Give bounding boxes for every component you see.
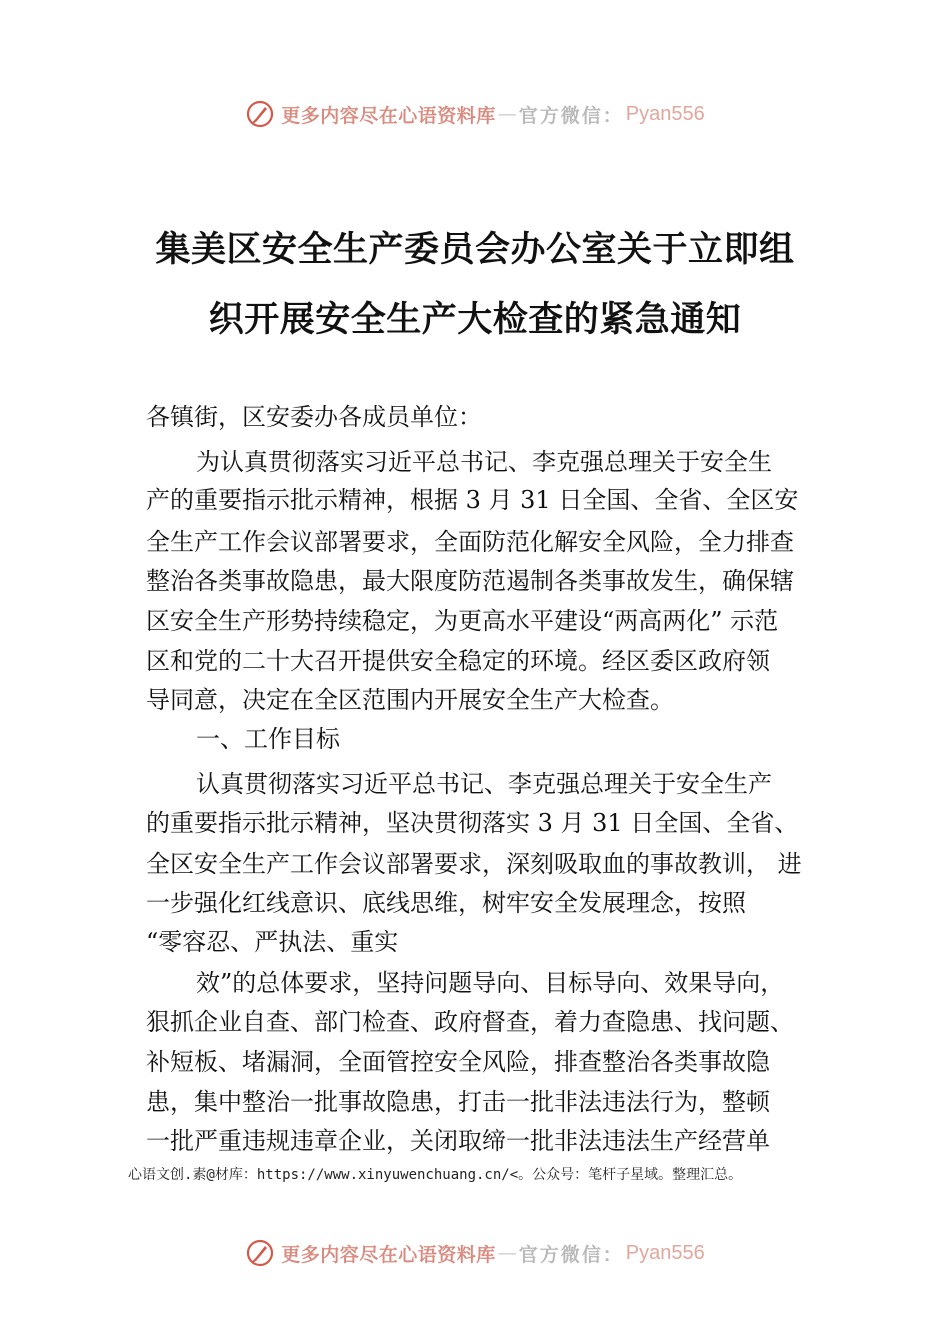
banner-library-text: 更多内容尽在心语资料库 (281, 1243, 496, 1266)
body-line: 的重要指示批示精神，坚决贯彻落实 3 月 31 日全国、全省、 (146, 809, 799, 837)
body-line: 各镇街，区安委办各成员单位： (146, 403, 482, 431)
body-line: 补短板、堵漏洞，全面管控安全风险，排查整治各类事故隐 (146, 1048, 770, 1076)
quill-logo-icon (245, 99, 275, 129)
body-line: 导同意，决定在全区范围内开展安全生产大检查。 (146, 686, 674, 714)
body-line: 全生产工作会议部署要求，全面防范化解安全风险，全力排查 (146, 528, 794, 556)
section-heading: 一、工作目标 (196, 725, 340, 753)
footer-source-note: 心语文创.素@材库：https://www.xinyuwenchuang.cn/<。公众号：笔杆子星域。整理汇总。 (128, 1167, 743, 1183)
quill-logo-icon (245, 1238, 275, 1268)
banner-wechat-label: 官方微信： (518, 104, 624, 127)
banner-separator: — (497, 103, 517, 125)
body-line: 整治各类事故隐患，最大限度防范遏制各类事故发生，确保辖 (146, 567, 794, 595)
top-watermark-banner (0, 94, 950, 134)
banner-wechat-id: Pyan556 (625, 102, 705, 125)
body-line: 患，集中整治一批事故隐患，打击一批非法违法行为，整顿 (146, 1088, 770, 1116)
document-title-line-2: 织开展安全生产大检查的紧急通知 (208, 300, 742, 340)
banner-library-text: 更多内容尽在心语资料库 (281, 104, 496, 127)
banner-wechat-id: Pyan556 (625, 1241, 705, 1264)
body-line: 全区安全生产工作会议部署要求，深刻吸取血的事故教训， 进 (146, 850, 802, 878)
document-title-line-1: 集美区安全生产委员会办公室关于立即组 (155, 230, 795, 270)
body-line: 为认真贯彻落实习近平总书记、李克强总理关于安全生 (196, 448, 772, 476)
body-line: “零容忍、严执法、重实 (146, 928, 399, 956)
bottom-watermark-banner (0, 1233, 950, 1273)
body-line: 效”的总体要求，坚持问题导向、目标导向、效果导向， (196, 969, 785, 997)
body-line: 狠抓企业自查、部门检查、政府督查，着力查隐患、找问题、 (146, 1008, 794, 1036)
banner-wechat-label: 官方微信： (518, 1243, 624, 1266)
body-line: 区安全生产形势持续稳定，为更高水平建设“两高两化” 示范 (146, 607, 779, 635)
body-line: 一批严重违规违章企业，关闭取缔一批非法违法生产经营单 (146, 1127, 770, 1155)
body-line: 产的重要指示批示精神，根据 3 月 31 日全国、全省、全区安 (146, 486, 799, 514)
body-line: 认真贯彻落实习近平总书记、李克强总理关于安全生产 (196, 770, 772, 798)
body-line: 区和党的二十大召开提供安全稳定的环境。经区委区政府领 (146, 647, 770, 675)
body-line: 一步强化红线意识、底线思维，树牢安全发展理念，按照 (146, 889, 746, 917)
banner-separator: — (497, 1242, 517, 1264)
